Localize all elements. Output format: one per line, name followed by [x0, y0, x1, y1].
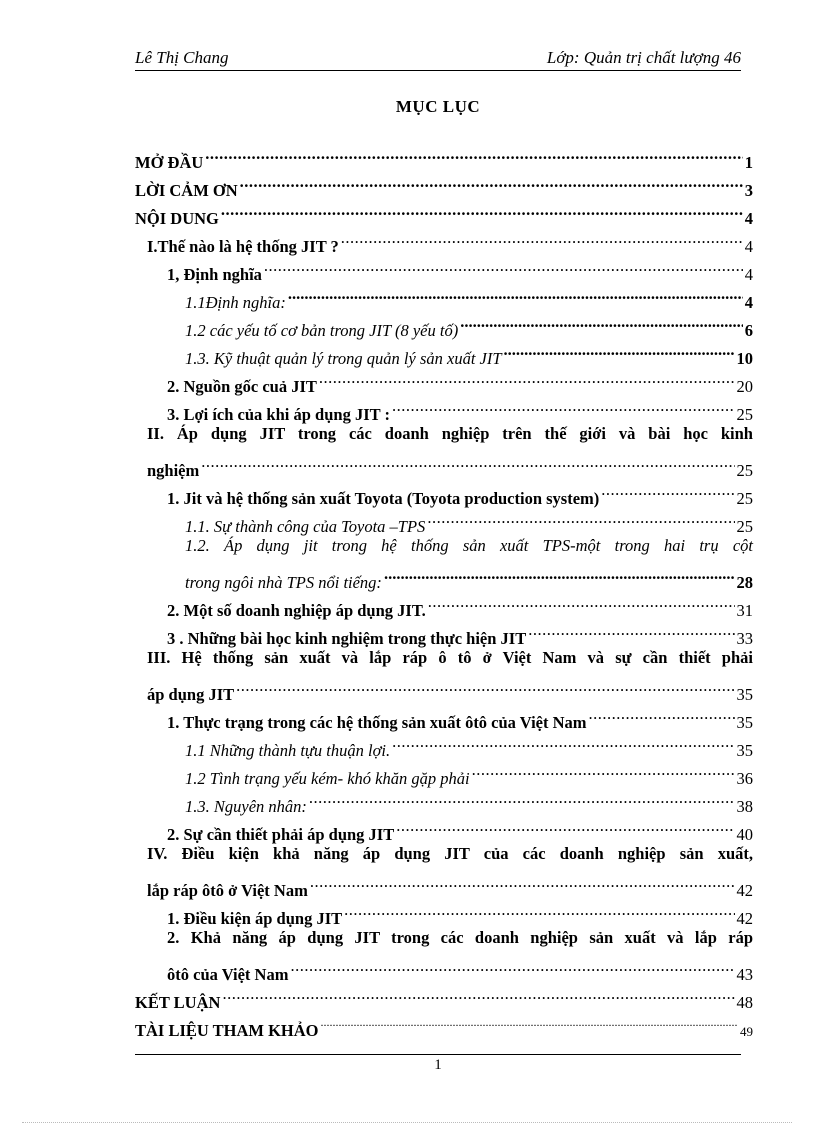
header-class: Lớp: Quản trị chất lượng 46	[546, 48, 741, 67]
toc-entry[interactable]: 1. Jit và hệ thống sản xuất Toyota (Toyota production system) ..... 25	[135, 476, 753, 504]
toc-entry[interactable]: 3 . Những bài học kinh nghiệm trong thực hiện JIT ..... 33	[135, 616, 753, 644]
toc-entry[interactable]: 1, Định nghĩa ..... 4	[135, 252, 753, 280]
toc-entry[interactable]: 1.1. Sự thành công của Toyota –TPS ..... 25	[135, 504, 753, 532]
toc-entry[interactable]: 1.3. Nguyên nhân: ..... 38	[135, 784, 753, 812]
toc-entry[interactable]: 1.1 Những thành tựu thuận lợi. ..... 35	[135, 728, 753, 756]
toc-entry[interactable]: 1. Thực trạng trong các hệ thống sản xuất ôtô của Việt Nam ..... 35	[135, 700, 753, 728]
toc-entry[interactable]: TÀI LIỆU THAM KHẢO ..... 49	[135, 1008, 753, 1036]
toc-entry[interactable]: 2. Một số doanh nghiệp áp dụng JIT. ..... 31	[135, 588, 753, 616]
toc-entry-multiline[interactable]: II. Áp dụng JIT trong các doanh nghiệp trên thế giới và bài học kinh nghiệm ..... 25	[135, 420, 753, 476]
toc-entry[interactable]: 2. Sự cần thiết phải áp dụng JIT ..... 40	[135, 812, 753, 840]
page-header	[135, 48, 741, 72]
toc-entry-multiline[interactable]: 1.2. Áp dụng jit trong hệ thống sản xuất TPS-một trong hai trụ cột trong ngôi nhà TPS nổi tiếng: ..... 28	[135, 532, 753, 588]
toc-entry[interactable]: 3. Lợi ích của khi áp dụng JIT : ..... 25	[135, 392, 753, 420]
toc-entry[interactable]: NỘI DUNG ..... 4	[135, 196, 753, 224]
table-of-contents	[135, 140, 753, 1040]
toc-entry[interactable]: MỞ ĐẦU ..... 1	[135, 140, 753, 168]
toc-entry[interactable]: 2. Nguồn gốc cuả JIT ..... 20	[135, 364, 753, 392]
toc-entry[interactable]: LỜI CẢM ƠN ..... 3	[135, 168, 753, 196]
toc-entry[interactable]: 1.2 các yếu tố cơ bản trong JIT (8 yếu tố) ..... 6	[135, 308, 753, 336]
toc-entry[interactable]: I.Thế nào là hệ thống JIT ? ..... 4	[135, 224, 753, 252]
toc-entry-multiline[interactable]: III. Hệ thống sản xuất và lắp ráp ô tô ở Việt Nam và sự cần thiết phải áp dụng JIT ..... 35	[135, 644, 753, 700]
footer-divider	[135, 1054, 741, 1055]
page-number: 1	[434, 1057, 442, 1073]
toc-entry[interactable]: KẾT LUẬN ..... 48	[135, 980, 753, 1008]
toc-entry-multiline[interactable]: IV. Điều kiện khả năng áp dụng JIT của các doanh nghiệp sản xuất, lắp ráp ôtô ở Việt Nam ..... 42	[135, 840, 753, 896]
header-author: Lê Thị Chang	[135, 48, 229, 67]
page-title: MỤC LỤC	[395, 97, 481, 116]
toc-entry-multiline[interactable]: 2. Khả năng áp dụng JIT trong các doanh nghiệp sản xuất và lắp ráp ôtô của Việt Nam ..... 43	[135, 924, 753, 980]
toc-entry[interactable]: 1.1Định nghĩa: ..... 4	[135, 280, 753, 308]
header-divider	[135, 70, 741, 71]
toc-entry[interactable]: 1.3. Kỹ thuật quản lý trong quản lý sản xuất JIT ..... 10	[135, 336, 753, 364]
toc-entry[interactable]: 1. Điều kiện áp dụng JIT ..... 42	[135, 896, 753, 924]
toc-entry[interactable]: 1.2 Tình trạng yếu kém- khó khăn gặp phải ..... 36	[135, 756, 753, 784]
